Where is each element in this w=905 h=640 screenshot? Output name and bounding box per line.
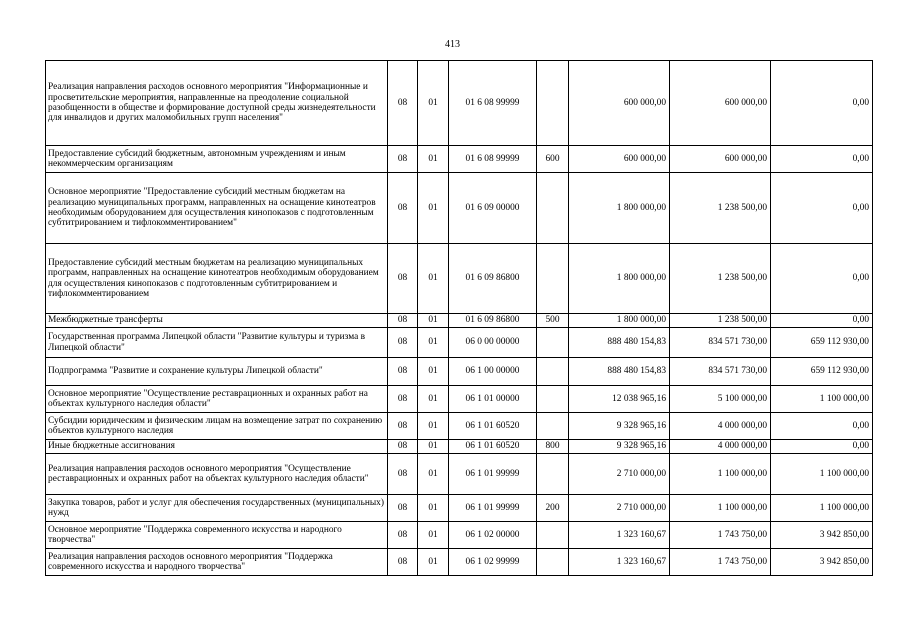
table-cell-sum-2: 1 100 000,00 [670, 454, 771, 495]
table-cell-target-article: 06 1 01 99999 [449, 495, 537, 522]
table-cell-subsection: 01 [418, 358, 449, 386]
table-cell-expense-type [537, 244, 569, 314]
table-cell-sum-1: 9 328 965,16 [569, 440, 670, 454]
table-cell-sum-1: 888 480 154,83 [569, 358, 670, 386]
table-cell-expense-type: 500 [537, 314, 569, 328]
table-cell-sum-3: 1 100 000,00 [771, 454, 873, 495]
table-cell-name: Предоставление субсидий местным бюджетам на реализацию муниципальных программ, направленных на оснащение кинотеатров необходимым оборудованием для осуществления кинопоказов с подготовленным субтитрированием и тифлокомментированием [46, 244, 388, 314]
table-cell-sum-2: 600 000,00 [670, 61, 771, 146]
table-cell-name: Реализация направления расходов основного мероприятия "Поддержка современного искусства и народного творчества" [46, 549, 388, 576]
table-cell-sum-1: 2 710 000,00 [569, 454, 670, 495]
table-row [46, 146, 873, 173]
table-cell-expense-type [537, 454, 569, 495]
table-cell-target-article: 01 6 08 99999 [449, 146, 537, 173]
table-cell-section: 08 [388, 454, 418, 495]
table-cell-sum-1: 1 800 000,00 [569, 244, 670, 314]
table-cell-name: Основное мероприятие "Предоставление субсидий местным бюджетам на реализацию муниципальных программ, направленных на оснащение кинотеатров необходимым оборудованием для осуществления кинопоказов с подготовленным субтитрированием и тифлокомментированием" [46, 173, 388, 244]
table-cell-expense-type: 600 [537, 146, 569, 173]
table-row [46, 522, 873, 549]
table-cell-target-article: 06 1 02 00000 [449, 522, 537, 549]
table-cell-sum-2: 600 000,00 [670, 146, 771, 173]
table-cell-name: Межбюджетные трансферты [46, 314, 388, 328]
table-cell-subsection: 01 [418, 440, 449, 454]
table-cell-sum-3: 1 100 000,00 [771, 386, 873, 413]
table-cell-section: 08 [388, 173, 418, 244]
table-cell-sum-3: 659 112 930,00 [771, 358, 873, 386]
table-row [46, 549, 873, 576]
table-cell-expense-type [537, 358, 569, 386]
table-cell-sum-1: 1 323 160,67 [569, 522, 670, 549]
table-cell-subsection: 01 [418, 173, 449, 244]
table-cell-subsection: 01 [418, 146, 449, 173]
table-cell-sum-3: 0,00 [771, 440, 873, 454]
table-row [46, 495, 873, 522]
table-cell-expense-type [537, 328, 569, 358]
table-cell-sum-1: 1 800 000,00 [569, 314, 670, 328]
table-cell-sum-2: 5 100 000,00 [670, 386, 771, 413]
table-row [46, 413, 873, 440]
table-cell-section: 08 [388, 328, 418, 358]
table-cell-name: Предоставление субсидий бюджетным, автономным учреждениям и иным некоммерческим организациям [46, 146, 388, 173]
table-cell-target-article: 06 1 02 99999 [449, 549, 537, 576]
table-cell-section: 08 [388, 386, 418, 413]
table-cell-expense-type [537, 61, 569, 146]
table-cell-sum-1: 12 038 965,16 [569, 386, 670, 413]
table-row [46, 386, 873, 413]
table-cell-sum-3: 0,00 [771, 413, 873, 440]
table-cell-target-article: 01 6 09 86800 [449, 314, 537, 328]
table-cell-sum-1: 600 000,00 [569, 146, 670, 173]
table-cell-sum-2: 4 000 000,00 [670, 440, 771, 454]
table-row [46, 61, 873, 146]
table-row [46, 244, 873, 314]
table-row [46, 328, 873, 358]
page-number: 413 [445, 39, 460, 50]
table-cell-section: 08 [388, 495, 418, 522]
table-cell-name: Реализация направления расходов основного мероприятия "Осуществление реставрационных и охранных работ на объектах культурного наследия области" [46, 454, 388, 495]
table-cell-sum-2: 834 571 730,00 [670, 328, 771, 358]
table-cell-sum-2: 834 571 730,00 [670, 358, 771, 386]
table-cell-name: Закупка товаров, работ и услуг для обеспечения государственных (муниципальных) нужд [46, 495, 388, 522]
table-cell-sum-1: 888 480 154,83 [569, 328, 670, 358]
table-cell-sum-2: 1 743 750,00 [670, 522, 771, 549]
table-cell-target-article: 06 1 01 99999 [449, 454, 537, 495]
table-row [46, 173, 873, 244]
table-cell-sum-3: 0,00 [771, 244, 873, 314]
table-cell-sum-3: 1 100 000,00 [771, 495, 873, 522]
table-cell-sum-3: 3 942 850,00 [771, 549, 873, 576]
table-cell-subsection: 01 [418, 413, 449, 440]
table-cell-section: 08 [388, 244, 418, 314]
table-row [46, 454, 873, 495]
table-cell-name: Иные бюджетные ассигнования [46, 440, 388, 454]
table-cell-target-article: 06 1 01 60520 [449, 440, 537, 454]
table-cell-target-article: 06 1 00 00000 [449, 358, 537, 386]
budget-table [45, 60, 873, 576]
table-cell-sum-2: 1 238 500,00 [670, 314, 771, 328]
table-cell-section: 08 [388, 314, 418, 328]
table-cell-sum-1: 2 710 000,00 [569, 495, 670, 522]
table-row [46, 440, 873, 454]
table-cell-target-article: 01 6 09 86800 [449, 244, 537, 314]
table-cell-target-article: 06 1 01 00000 [449, 386, 537, 413]
table-cell-sum-3: 0,00 [771, 314, 873, 328]
table-cell-subsection: 01 [418, 386, 449, 413]
table-cell-sum-2: 1 100 000,00 [670, 495, 771, 522]
table-cell-sum-1: 1 800 000,00 [569, 173, 670, 244]
table-cell-sum-3: 659 112 930,00 [771, 328, 873, 358]
table-cell-sum-3: 0,00 [771, 173, 873, 244]
table-cell-subsection: 01 [418, 61, 449, 146]
table-cell-sum-1: 9 328 965,16 [569, 413, 670, 440]
table-cell-name: Основное мероприятие "Осуществление реставрационных и охранных работ на объектах культурного наследия области" [46, 386, 388, 413]
table-cell-subsection: 01 [418, 522, 449, 549]
table-cell-expense-type: 200 [537, 495, 569, 522]
table-cell-name: Подпрограмма "Развитие и сохранение культуры Липецкой области" [46, 358, 388, 386]
table-cell-expense-type [537, 522, 569, 549]
table-cell-subsection: 01 [418, 495, 449, 522]
table-cell-name: Реализация направления расходов основного мероприятия "Информационные и просветительские мероприятия, направленные на преодоление социальной разобщенности в обществе и формирование доступной среды жизнедеятельности для инвалидов и других маломобильных групп населения" [46, 61, 388, 146]
table-cell-subsection: 01 [418, 244, 449, 314]
table-cell-sum-3: 3 942 850,00 [771, 522, 873, 549]
table-cell-subsection: 01 [418, 328, 449, 358]
table-cell-target-article: 06 0 00 00000 [449, 328, 537, 358]
table-cell-section: 08 [388, 413, 418, 440]
table-cell-target-article: 01 6 08 99999 [449, 61, 537, 146]
table-cell-sum-3: 0,00 [771, 61, 873, 146]
table-cell-sum-2: 1 238 500,00 [670, 244, 771, 314]
table-cell-name: Основное мероприятие "Поддержка современного искусства и народного творчества" [46, 522, 388, 549]
table-cell-section: 08 [388, 440, 418, 454]
table-cell-name: Государственная программа Липецкой области "Развитие культуры и туризма в Липецкой области" [46, 328, 388, 358]
table-cell-expense-type: 800 [537, 440, 569, 454]
table-cell-expense-type [537, 386, 569, 413]
table-cell-name: Субсидии юридическим и физическим лицам на возмещение затрат по сохранению объектов культурного наследия [46, 413, 388, 440]
table-row [46, 358, 873, 386]
table-cell-sum-3: 0,00 [771, 146, 873, 173]
table-cell-expense-type [537, 173, 569, 244]
table-cell-target-article: 01 6 09 00000 [449, 173, 537, 244]
table-cell-section: 08 [388, 61, 418, 146]
table-cell-sum-1: 1 323 160,67 [569, 549, 670, 576]
table-cell-sum-2: 4 000 000,00 [670, 413, 771, 440]
table-cell-section: 08 [388, 549, 418, 576]
table-cell-expense-type [537, 413, 569, 440]
table-cell-subsection: 01 [418, 454, 449, 495]
table-cell-sum-2: 1 743 750,00 [670, 549, 771, 576]
table-cell-section: 08 [388, 146, 418, 173]
table-cell-subsection: 01 [418, 314, 449, 328]
table-cell-sum-2: 1 238 500,00 [670, 173, 771, 244]
table-cell-sum-1: 600 000,00 [569, 61, 670, 146]
table-cell-section: 08 [388, 522, 418, 549]
table-cell-section: 08 [388, 358, 418, 386]
table-row [46, 314, 873, 328]
table-cell-target-article: 06 1 01 60520 [449, 413, 537, 440]
table-cell-subsection: 01 [418, 549, 449, 576]
table-cell-expense-type [537, 549, 569, 576]
table-body [46, 61, 873, 576]
